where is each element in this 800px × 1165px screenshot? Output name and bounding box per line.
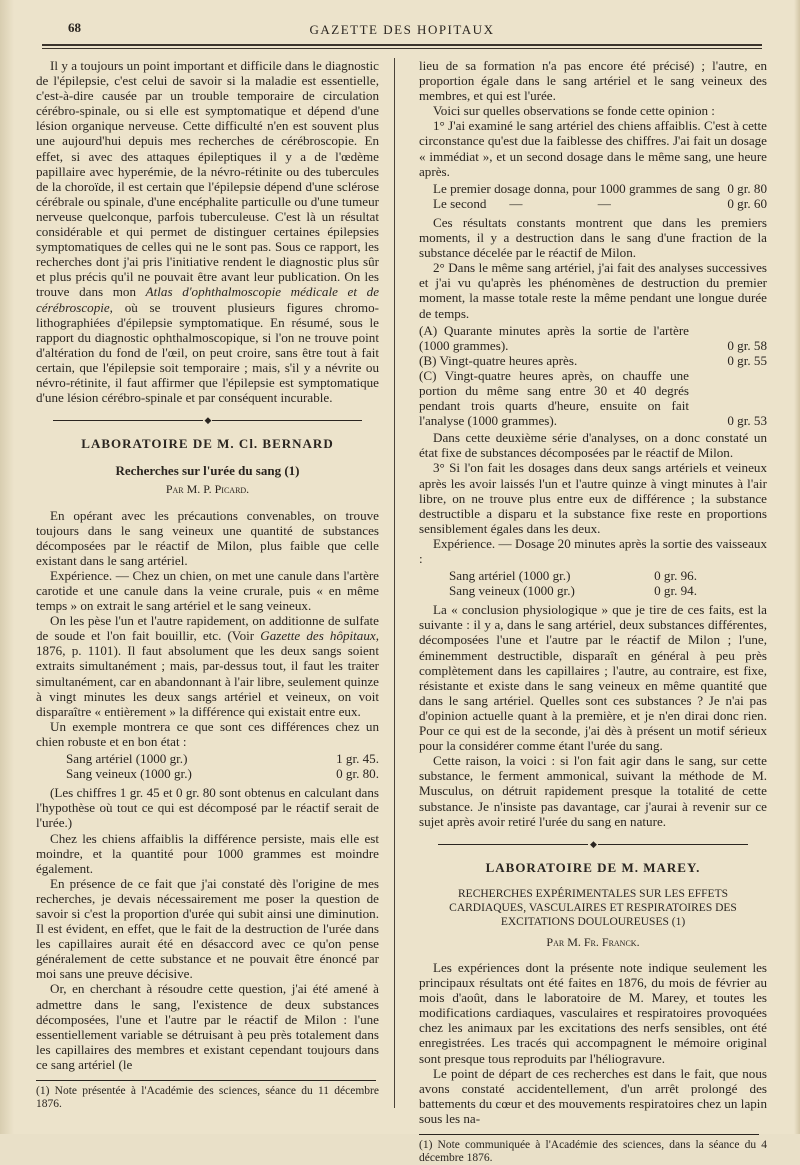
row-label: (C) Vingt-quatre heures après, on chauffe une portion du même sang entre 30 et 40 degrés pendant trois quarts d'heure, ensuite on fait l'analyse (1000 grammes). — [419, 367, 689, 429]
section-separator: ◆ — [419, 837, 767, 852]
paragraph: La « conclusion physiologique » que je tire de ces faits, est la suivante : il y a, dans le sang artériel, deux substances différentes, décomposées l'une et l'autre par le réactif de Milon ; l'une, éminemment destructible, disparaît en général à peu près complètement dans les capillaires ; l'autre, au contraire, est fixe, résistante et existe dans le sang veineux en même quantité que dans le sang artériel. Quelles sont ces substances ? Je n'ai pas d'opinion actuelle quant à la première, et je n'en dirai donc rien. Pour ce qui est de la seconde, j'ai dès à présent un motif sérieux pour la considérer comme étant l'urée du sang. — [419, 602, 767, 754]
paragraph-text: Il y a toujours un point important et difficile dans le diagnostic de l'épilepsie, c'est celui de savoir si la maladie est essentielle, c'est-à-dire causée par un trouble temporaire de circulation cérébro-spinale, ou si elle est symptomatique et dépend d'une lésion organique nerveuse. Cette difficulté n'en est souvent plus une aujourd'hui depuis mes recherches de cérébroscopie. En effet, si avec des attaques épileptiques il y a de l'œdème papillaire avec hyperémie, de la névro-rétinite ou des tubercules de la choroïde, il est certain que l'épilepsie dépend d'une sclérose cérébrale ou spinale, d'une encéphalite particulle ou d'une tumeur nerveuse quelconque, parfois tuberculeuse. C'est là un résultat considérable et qui permet de distinguer certaines épilepsies symptomatiques de celles qui ne le sont pas. Sous ce rapport, les recherches dont j'ai pris l'initiative rendent le diagnostic plus sûr et plus précis qu'il ne pouvait être avant leur publication. On les trouve dans mon — [36, 58, 379, 300]
paragraph — [36, 613, 379, 719]
paragraph: Les expériences dont la présente note indique seulement les principaux résultats ont été faites en 1876, du mois de février au mois d'août, dans le laboratoire de M. Marey, et toutes les modifications cardiaques, vasculaires et respiratoires provoquées chez les animaux par les excitations des nerfs sensibles, ont été enregistrées. Les tracés qui accompagnent le mémoire original sont presque tous reproduits par l'héliogravure. — [419, 959, 767, 1066]
row-label: Le premier dosage donna, pour 1000 grammes de sang — [433, 180, 720, 196]
measurement-table — [419, 181, 767, 211]
article-title: Recherches sur l'urée du sang (1) — [115, 463, 300, 479]
citation: Gazette des hôpitaux, — [260, 628, 379, 644]
laboratory-heading: LABORATOIRE DE M. Cl. BERNARD — [81, 436, 334, 452]
article-title: RECHERCHES EXPÉRIMENTALES SUR LES EFFETS CARDIAQUES, VASCULAIRES ET RESPIRATOIRES DES EXCITATIONS DOULOUREUSES (1) — [449, 887, 737, 928]
paragraph-text: où se trouvent plusieurs figures chromo-lithographiées d'épilepsie symptomatique. En résumé, sous le rapport du diagnostic ophthalmoscopique, si l'on ne trouve point d'altération du fond de l'œil, on peut croire, sans être tout à fait certain, que l'épilepsie soit temporaire ; mais, s'il y a névrite ou névro-rétinite, il faut affirmer que l'épilepsie est symptomatique d'une lésion cérébro-spinale et par conséquent incurable. — [36, 299, 379, 406]
left-column — [36, 58, 379, 1111]
paragraph-text: 1876, p. 1101). Il faut absolument que les deux sangs soient extraits simultanément ; mais, par-dessus tout, il faut les traiter simultanément, car en abandonnant à l'air libre, seulement quinze à vingt minutes les deux sangs artériel et veineux, on voit disparaître « entièrement » la différence qui existait entre eux. — [36, 643, 379, 719]
row-value: 0 gr. 80 — [727, 180, 767, 196]
row-value: 0 gr. 60 — [727, 195, 767, 211]
paragraph: Le point de départ de ces recherches est dans le fait, que nous avons constaté accidentellement, d'un arrêt prolongé des battements du cœur et des mouvements respiratoires chez un lapin sous les na- — [419, 1065, 767, 1126]
page-left-edge — [0, 0, 14, 1134]
right-column — [419, 58, 767, 1165]
table-row — [419, 196, 767, 211]
article-author: Par M. P. Picard. — [165, 482, 250, 497]
row-label: (A) Quarante minutes après la sortie de l'artère (1000 grammes). — [419, 322, 689, 353]
paragraph: En opérant avec les précautions convenables, on trouve toujours dans le sang veineux une quantité de substances décomposées par le réactif de Milon, plus faible que celle existant dans le sang artériel. — [36, 507, 379, 568]
paragraph: Or, en cherchant à résoudre cette question, j'ai été amené à admettre dans le sang, l'existence de deux substances décomposées, l'une et l'autre par le réactif de Milon : l'une essentiellement variable se détruisant à peu près totalement dans les capillaires des membres et existant cependant toujours dans ce sang artériel (le — [36, 981, 379, 1072]
table-row — [36, 751, 379, 766]
paragraph: Expérience. — Dosage 20 minutes après la sortie des vaisseaux : — [419, 535, 767, 566]
page-header — [42, 12, 762, 40]
header-rule-thin — [42, 48, 762, 49]
table-row — [419, 323, 767, 353]
table-row — [419, 353, 767, 368]
paragraph: Cette raison, la voici : si l'on fait agir dans le sang, sur cette substance, le ferment ammonical, suivant la méthode de M. Musculus, on détruit rapidement presque la totalité de cette substance. Je n'insiste pas davantage, car j'aurai à revenir sur ce sujet après avoir retiré l'urée du sang en nature. — [419, 753, 767, 829]
journal-title: GAZETTE DES HOPITAUX — [309, 22, 495, 37]
row-label: Sang artériel (1000 gr.) — [449, 568, 571, 584]
page-number: 68 — [68, 20, 81, 35]
paragraph: 2° Dans le même sang artériel, j'ai fait des analyses successives et j'ai vu qu'après les phénomènes de destruction du premier moment, la masse totale reste la même pendant une longue durée de temps. — [419, 260, 767, 321]
footnote-rule — [36, 1080, 376, 1081]
laboratory-heading: LABORATOIRE DE M. MAREY. — [485, 859, 701, 875]
paragraph: Dans cette deuxième série d'analyses, on a donc constaté un état fixe de substances décomposées par le réactif de Milon. — [419, 430, 767, 461]
row-label: Sang veineux (1000 gr.) — [66, 766, 192, 782]
row-label: Sang artériel (1000 gr.) — [66, 751, 188, 767]
table-row — [419, 583, 767, 598]
paragraph: Ces résultats constants montrent que dans les premiers moments, il y a destruction dans le sang d'une fraction de la substance décelée par le réactif de Milon. — [419, 214, 767, 261]
row-value: 0 gr. 80. — [336, 766, 379, 782]
paragraph: 3° Si l'on fait les dosages dans deux sangs artériels et veineux après les avoir laissés l'un et l'autre quinze à vingt minutes à l'air libre, on ne trouve plus entre eux de différence ; la substance destructible a disparu et la substance fixe reste en proportions sensiblement égales dans les deux. — [419, 460, 767, 536]
paragraph: Un exemple montrera ce que sont ces différences chez un chien robuste et en bon état : — [36, 718, 379, 749]
measurement-table — [36, 751, 379, 781]
table-row — [419, 568, 767, 583]
row-value: 0 gr. 94. — [654, 583, 697, 599]
row-value: 0 gr. 96. — [654, 568, 697, 584]
measurement-list — [419, 323, 767, 429]
article-author: Par M. Fr. Franck. — [546, 934, 640, 949]
paragraph: 1° J'ai examiné le sang artériel des chiens affaiblis. C'est à cette circonstance qu'est due la faiblesse des chiffres. J'ai fait un dosage « immédiat », et un second dosage dans le même sang, une heure après. — [419, 118, 767, 179]
paragraph: lieu de sa formation n'a pas encore été précisé) ; l'autre, en proportion égale dans le sang artériel et le sang veineux des membres, et qui est l'urée. — [419, 58, 767, 104]
row-value: 1 gr. 45. — [336, 751, 379, 767]
row-label: Sang veineux (1000 gr.) — [449, 583, 575, 599]
column-divider — [394, 58, 395, 1108]
paragraph: Voici sur quelles observations se fonde cette opinion : — [433, 103, 715, 119]
table-row — [419, 368, 767, 428]
row-label: (B) Vingt-quatre heures après. — [419, 352, 578, 368]
table-row — [36, 766, 379, 781]
paragraph: En présence de ce fait que j'ai constaté dès l'origine de mes recherches, je devais nécessairement me poser la question de savoir si c'est la proportion d'urée qui subit ainsi une diminution. Il est évident, en effet, que le fait de la destruction de l'urée dans les capillaires aurait été en désaccord avec ce qu'on pense généralement de cette substance et ne pouvait être énoncé par moi sans une preuve décisive. — [36, 875, 379, 982]
row-value: 0 gr. 55 — [727, 352, 767, 368]
paragraph — [36, 58, 379, 405]
page-right-edge — [794, 0, 800, 1134]
book-title: Atlas d'ophthalmoscopie médicale et de cérébroscopie, — [36, 284, 380, 315]
row-label: Le second — — — [433, 195, 611, 211]
measurement-table — [419, 568, 767, 598]
header-rule — [42, 44, 762, 46]
section-separator: ◆ — [36, 413, 379, 428]
paragraph: Chez les chiens affaiblis la différence persiste, mais elle est moindre, et la quantité pour 1000 grammes est moindre également. — [36, 830, 379, 876]
footnote: (1) Note présentée à l'Académie des sciences, séance du 11 décembre 1876. — [36, 1085, 379, 1110]
paragraph: (Les chiffres 1 gr. 45 et 0 gr. 80 sont obtenus en calculant dans l'hypothèse où tout ce qui est décomposé par le réactif serait de l'urée.) — [36, 785, 379, 831]
row-value: 0 gr. 53 — [727, 413, 767, 429]
footnote: (1) Note communiquée à l'Académie des sciences, dans la séance du 4 décembre 1876. — [419, 1139, 767, 1164]
footnote-rule — [419, 1134, 759, 1135]
table-row — [419, 181, 767, 196]
paragraph: Expérience. — Chez un chien, on met une canule dans l'artère carotide et une canule dans la veine crurale, puis « en même temps » on extrait le sang artériel et le sang veineux. — [36, 567, 379, 614]
paragraph-text: On les pèse l'un et l'autre rapidement, on additionne de sulfate de soude et l'on fait bouillir, etc. (Voir — [36, 613, 379, 644]
row-value: 0 gr. 58 — [727, 337, 767, 353]
